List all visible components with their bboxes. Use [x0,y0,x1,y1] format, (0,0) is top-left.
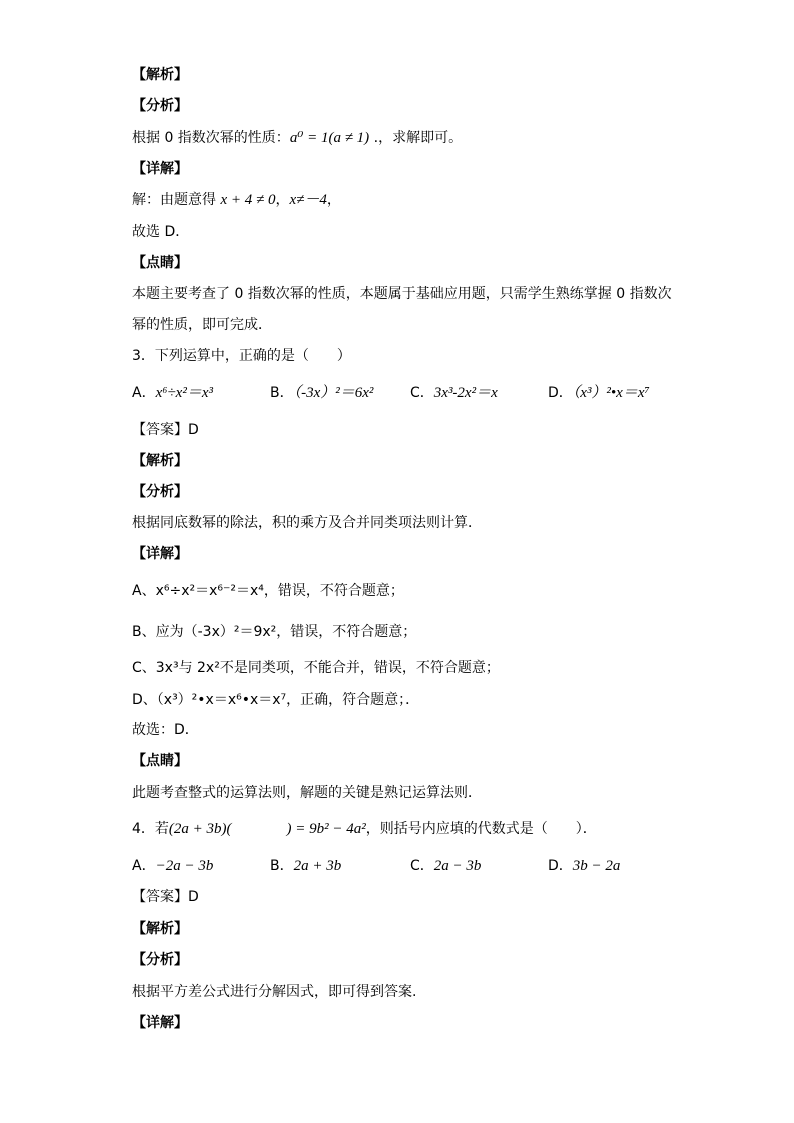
q3-detail-a: A、x⁶÷x²＝x⁶⁻²＝x⁴，错误，不符合题意； [132,583,404,599]
comment-text-1: 本题主要考查了 0 指数次幂的性质，本题属于基础应用题，只需学生熟练掌握 0 指数次 [132,286,672,302]
section-dianjing: 【点睛】 [132,255,188,271]
option-label: C． [410,858,434,874]
option-label: A． [132,858,156,874]
choice-line: 故选 D． [132,224,190,240]
q3-choice: 故选：D． [132,722,199,738]
q4-option-d [548,857,620,875]
solution-text-c: ， [326,192,341,208]
q4-stem-formula-1: (2a + 3b)( [168,821,232,837]
question-4-stem [132,820,597,838]
q3-analysis-text: 根据同底数幂的除法，积的乘方及合并同类项法则计算． [132,515,482,531]
q4-section-xiangjie: 【详解】 [132,1015,188,1031]
q3-detail-c: C、3x³与 2x²不是同类项，不能合并，错误，不符合题意； [132,660,500,676]
option-formula: −2a − 3b [155,858,214,874]
analysis-text-a: 根据 0 指数次幂的性质： [132,130,290,146]
solution-text-b: ， [275,192,290,208]
q3-comment-text: 此题考查整式的运算法则，解题的关键是熟记运算法则． [132,785,482,801]
option-formula: （-3x）²＝6x² [293,385,374,401]
section-xiangjie: 【详解】 [132,161,188,177]
section-fenxi: 【分析】 [132,98,188,114]
q4-option-b [270,857,341,875]
option-formula: x⁶÷x²＝x³ [155,385,213,401]
q3-section-jiexi: 【解析】 [132,453,188,469]
q4-section-jiexi: 【解析】 [132,921,188,937]
option-label: B． [270,385,294,401]
analysis-text-b: .，求解即可。 [369,130,463,146]
q3-section-xiangjie: 【详解】 [132,546,188,562]
option-formula: 2a + 3b [293,858,342,874]
option-label: C． [410,385,434,401]
option-label: B． [270,858,294,874]
solution-formula-1: x + 4 ≠ 0 [220,192,276,208]
q3-option-b [270,384,373,402]
section-jiexi: 【解析】 [132,67,188,83]
q3-detail-d: D、（x³）²•x＝x⁶•x＝x⁷，正确，符合题意；． [132,692,420,708]
solution-formula-2: x≠－4 [289,192,327,208]
option-label: D． [548,385,573,401]
q3-option-c [410,384,498,402]
q3-option-a [132,384,213,402]
q4-stem-formula-2: ) = 9b² − 4a² [286,821,366,837]
option-label: A． [132,385,156,401]
analysis-text [132,129,462,147]
q4-analysis-text: 根据平方差公式进行分解因式，即可得到答案. [132,984,417,1000]
q3-section-dianjing: 【点睛】 [132,753,188,769]
question-3-stem: 3．下列运算中，正确的是（ ） [132,348,351,364]
option-label: D． [548,858,573,874]
option-formula: 3b − 2a [572,858,621,874]
option-formula: 3x³-2x²＝x [433,385,498,401]
solution-text-a: 解：由题意得 [132,192,216,208]
q4-option-a [132,857,213,875]
q4-stem-a: 4．若 [132,821,169,837]
q3-option-d [548,384,650,402]
option-formula: （x³）²•x＝x⁷ [572,385,650,401]
q3-detail-b: B、应为（-3x）²＝9x²，错误，不符合题意； [132,624,417,640]
q4-stem-b: ，则括号内应填的代数式是（ ）． [365,821,597,837]
option-formula: 2a − 3b [433,858,482,874]
q4-option-c [410,857,481,875]
q3-answer: 【答案】D [132,422,199,438]
analysis-formula: a⁰ = 1(a ≠ 1) [289,130,370,146]
comment-text-2: 幂的性质，即可完成． [132,317,272,333]
solution-line [132,191,341,209]
q4-answer: 【答案】D [132,889,199,905]
q4-section-fenxi: 【分析】 [132,952,188,968]
q3-section-fenxi: 【分析】 [132,484,188,500]
